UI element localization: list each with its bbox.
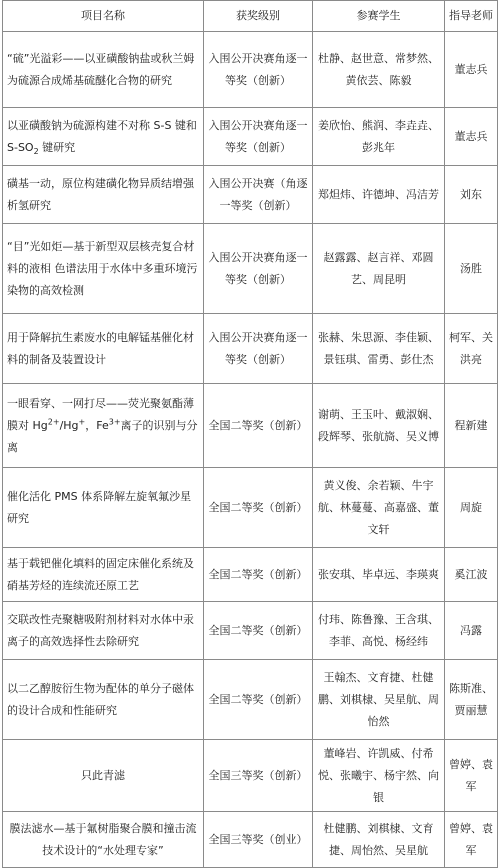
students-cell: 王翰杰、文育捷、杜健鹏、刘棋棣、吴星航、周怡然 xyxy=(313,660,445,740)
project-name-cell: 用于降解抗生素废水的电解锰基催化材料的制备及装置设计 xyxy=(3,314,204,384)
teachers-cell: 董志兵 xyxy=(445,108,498,166)
award-table xyxy=(2,0,498,868)
award-level-cell: 入围公开决赛角逐一等奖（创新） xyxy=(204,314,313,384)
table-row xyxy=(3,314,498,384)
award-level-cell: 全国三等奖（创新） xyxy=(204,740,313,812)
table-row xyxy=(3,812,498,868)
superscript: 2+ xyxy=(47,416,60,426)
table-row xyxy=(3,32,498,108)
teachers-cell: 奚江波 xyxy=(445,548,498,602)
award-level-cell: 入围公开决赛角逐一等奖（创新） xyxy=(204,108,313,166)
students-cell: 杜健鹏、刘棋棣、文育捷、周怡然、吴星航 xyxy=(313,812,445,868)
table-row xyxy=(3,602,498,660)
students-cell: 郑炟炜、许德坤、冯洁芳 xyxy=(313,166,445,224)
header-teachers: 指导老师 xyxy=(445,1,498,32)
teachers-cell: 周旋 xyxy=(445,468,498,548)
teachers-cell: 刘东 xyxy=(445,166,498,224)
award-level-cell: 入围公开决赛角逐一等奖（创新） xyxy=(204,32,313,108)
teachers-cell: 曾婷、袁军 xyxy=(445,740,498,812)
students-cell: 谢萌、王玉叶、戴淑娴、段辉琴、张航旖、吴义博 xyxy=(313,384,445,468)
table-row xyxy=(3,548,498,602)
students-cell: 姜欣怡、熊润、李垚垚、彭兆年 xyxy=(313,108,445,166)
project-name-cell: “目”光如炬—基于新型双层核壳复合材料的液相 色谱法用于水体中多重环境污染物的高效检测 xyxy=(3,224,204,314)
award-level-cell: 入围公开决赛（角逐一等奖（创新） xyxy=(204,166,313,224)
table-row xyxy=(3,740,498,812)
teachers-cell: 陈斯准、贾丽慧 xyxy=(445,660,498,740)
project-name-cell: 只此青滤 xyxy=(3,740,204,812)
header-students: 参赛学生 xyxy=(313,1,445,32)
table-header-row xyxy=(3,1,498,32)
table-row xyxy=(3,660,498,740)
award-level-cell: 全国二等奖（创新） xyxy=(204,468,313,548)
project-name-cell: 膜法滤水—基于氟树脂聚合膜和撞击流技术设计的“水处理专家” xyxy=(3,812,204,868)
project-name-cell: “硫”光溢彩——以亚磺酸钠盐或秋兰姆为硫源合成烯基硫醚化合物的研究 xyxy=(3,32,204,108)
students-cell: 付玮、陈鲁豫、王含琪、李菲、高悦、杨经纬 xyxy=(313,602,445,660)
award-level-cell: 全国二等奖（创新） xyxy=(204,602,313,660)
award-level-cell: 入围公开决赛角逐一等奖（创新） xyxy=(204,224,313,314)
teachers-cell: 冯露 xyxy=(445,602,498,660)
project-name-cell: 磺基一动，原位构建磺化物异质结增强析氢研究 xyxy=(3,166,204,224)
students-cell: 黄义俊、余若颖、牛宇航、林蔓蔓、高嘉盛、董文轩 xyxy=(313,468,445,548)
teachers-cell: 汤胜 xyxy=(445,224,498,314)
students-cell: 董峰岩、许凯威、付希悦、张曦宇、杨宇然、向银 xyxy=(313,740,445,812)
teachers-cell: 柯军、关洪亮 xyxy=(445,314,498,384)
project-name-cell: 催化活化 PMS 体系降解左旋氧氟沙星研究 xyxy=(3,468,204,548)
teachers-cell: 程新建 xyxy=(445,384,498,468)
header-project-name: 项目名称 xyxy=(3,1,204,32)
table-row xyxy=(3,224,498,314)
students-cell: 张赫、朱思源、李佳颖、景钰琪、雷勇、彭仕杰 xyxy=(313,314,445,384)
award-level-cell: 全国二等奖（创新） xyxy=(204,660,313,740)
project-name-cell: 一眼看穿、一网打尽——荧光聚氨酯薄膜对 $Hg^{2+}/Hg^+$，$Fe^{3+}$离子的识别与分离 xyxy=(3,384,204,468)
award-level-cell: 全国三等奖（创业） xyxy=(204,812,313,868)
project-name-cell: 以二乙醇胺衍生物为配体的单分子磁体的设计合成和性能研究 xyxy=(3,660,204,740)
subscript: 2 xyxy=(33,146,39,156)
award-level-cell: 全国二等奖（创新） xyxy=(204,548,313,602)
teachers-cell: 曾婷、袁军 xyxy=(445,812,498,868)
project-name-cell: 以亚磺酸钠为硫源构建不对称 S-S 键和 $S-SO_2$ 键研究 xyxy=(3,108,204,166)
superscript: + xyxy=(78,416,86,426)
teachers-cell: 董志兵 xyxy=(445,32,498,108)
table-row xyxy=(3,166,498,224)
students-cell: 张安琪、毕卓远、李瑛爽 xyxy=(313,548,445,602)
project-name-cell: 交联改性壳聚糖吸附剂材料对水体中汞离子的高效选择性去除研究 xyxy=(3,602,204,660)
project-name-cell: 基于载钯催化填料的固定床催化系统及硝基芳烃的连续流还原工艺 xyxy=(3,548,204,602)
superscript: 3+ xyxy=(108,416,121,426)
award-level-cell: 全国二等奖（创新） xyxy=(204,384,313,468)
table-row xyxy=(3,468,498,548)
students-cell: 赵露露、赵言祥、邓圆艺、周昆明 xyxy=(313,224,445,314)
header-award-level: 获奖级别 xyxy=(204,1,313,32)
table-row xyxy=(3,108,498,166)
table-row xyxy=(3,384,498,468)
students-cell: 杜静、赵世意、常梦然、黄依芸、陈毅 xyxy=(313,32,445,108)
